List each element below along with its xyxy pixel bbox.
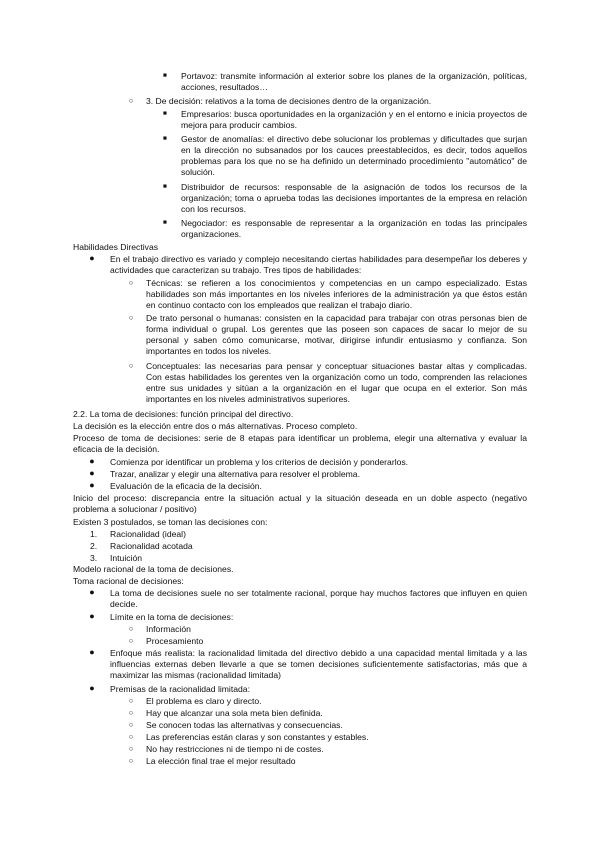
modelo-item: Premisas de la racionalidad limitada:: [110, 684, 250, 694]
circle-bullet-icon: ○: [128, 278, 134, 287]
premisa-item: No hay restricciones ni de tiempo ni de costes.: [146, 744, 324, 754]
bullet-icon: ●: [89, 587, 95, 597]
bullet-icon: ●: [89, 468, 95, 478]
section-22-title: 2.2. La toma de decisiones: función principal del directivo.: [73, 409, 294, 419]
square-bullet-icon: ■: [163, 110, 167, 117]
modelo-subitem: Procesamiento: [146, 636, 204, 646]
circle-bullet-icon: ○: [128, 361, 134, 370]
modelo-subtitle: Toma racional de decisiones:: [73, 576, 184, 586]
circle-bullet-icon: ○: [128, 732, 134, 741]
circle-bullet-icon: ○: [128, 720, 134, 729]
list-item-negociador: Negociador: es responsable de representar a la organización en todas las principales organizaciones.: [181, 218, 527, 239]
premisa-item: El problema es claro y directo.: [146, 696, 262, 706]
modelo-title: Modelo racional de la toma de decisiones.: [73, 564, 234, 574]
postulados-intro: Existen 3 postulados, se toman las decisiones con:: [73, 517, 268, 527]
process-item: Trazar, analizar y elegir una alternativa para resolver el problema.: [110, 469, 360, 479]
habilidad-conceptuales: Conceptuales: las necesarias para pensar y conceptuar situaciones bastar altas y complicadas. Con estas habilidades los gerentes ven la organización como un todo, comprenden las relaciones entre sus unidades y sitúan a la organización en el lugar que ocupa en el exterior. Son más importantes en los niveles administrativos superiores.: [146, 361, 527, 404]
list-item-gestor-anomalias: Gestor de anomalías: el directivo debe solucionar los problemas y dificultades que surjan en la dirección no subsanados por los cauces preestablecidos, es decir, todos aquellos problemas para los que no se ha definido un determinado procedimiento "automático" de solución.: [181, 134, 527, 177]
bullet-icon: ●: [89, 253, 95, 263]
postulado-item: Intuición: [110, 553, 143, 563]
section-22-definition: La decisión es la elección entre dos o más alternativas. Proceso completo.: [73, 421, 358, 431]
habilidad-trato-personal: De trato personal o humanas: consisten en la capacidad para trabajar con otras personas bien de forma individual o grupal. Los gerentes que las poseen son capaces de sacar lo mejor de su personal y saben cómo comunicarse, motivar, dirigirse infundir entusiasmo y confianza. Son importantes en todos los niveles.: [146, 313, 527, 356]
bullet-icon: ●: [89, 611, 95, 621]
circle-bullet-icon: ○: [128, 313, 134, 322]
list-item-distribuidor: Distribuidor de recursos: responsable de la asignación de todos los recursos de la organización; toma o aprueba todas las decisiones importantes de la empresa en relación con los recursos.: [181, 182, 527, 214]
circle-bullet-icon: ○: [128, 744, 134, 753]
list-number: 2.: [90, 541, 98, 551]
premisa-item: La elección final trae el mejor resultado: [146, 756, 296, 766]
habilidades-title: Habilidades Directivas: [73, 242, 159, 252]
circle-bullet-icon: ○: [128, 756, 134, 765]
process-item: Evaluación de la eficacia de la decisión.: [110, 481, 262, 491]
square-bullet-icon: ■: [163, 135, 167, 142]
circle-bullet-icon: ○: [128, 624, 134, 633]
list-number: 1.: [90, 529, 98, 539]
bullet-icon: ●: [89, 456, 95, 466]
premisa-item: Hay que alcanzar una sola meta bien definida.: [146, 708, 323, 718]
circle-bullet-icon: ○: [128, 696, 134, 705]
circle-bullet-icon: ○: [128, 708, 134, 717]
section-22-process: Proceso de toma de decisiones: serie de 8 etapas para identificar un problema, elegir una alternativa y evaluar la eficacia de la decisión.: [73, 433, 527, 454]
modelo-item: Enfoque más realista: la racionalidad limitada del directivo debido a una capacidad mental limitada y a las influencias externas deben llevarle a que se tomen decisiones suficientemente satisfactorias, más que a maximizar las mismas (racionalidad limitada): [110, 648, 527, 680]
square-bullet-icon: ■: [163, 219, 167, 226]
habilidad-tecnicas: Técnicas: se refieren a los conocimientos y competencias en un campo especializado. Estas habilidades son más importantes en los niveles inferiores de la administración ya que éstos están en continuo contacto con los empleados que realizan el trabajo diario.: [146, 278, 527, 310]
circle-bullet-icon: ○: [128, 636, 134, 645]
list-item-portavoz: Portavoz: transmite información al exterior sobre los planes de la organización, políticas, acciones, resultados…: [181, 71, 527, 92]
section-22-inicio: Inicio del proceso: discrepancia entre la situación actual y la situación deseada en un doble aspecto (negativo problema a solucionar / positivo): [73, 493, 527, 514]
bullet-icon: ●: [89, 480, 95, 490]
modelo-subitem: Información: [146, 624, 191, 634]
modelo-item: La toma de decisiones suele no ser totalmente racional, porque hay muchos factores que influyen en quien decide.: [110, 588, 527, 609]
postulado-item: Racionalidad (ideal): [110, 529, 186, 539]
modelo-item: Límite en la toma de decisiones:: [110, 612, 234, 622]
square-bullet-icon: ■: [163, 72, 167, 79]
square-bullet-icon: ■: [163, 183, 167, 190]
list-item-empresarios: Empresarios: busca oportunidades en la organización y en el entorno e inicia proyectos de mejora para producir cambios.: [181, 109, 527, 130]
list-number: 3.: [90, 553, 98, 563]
decision-heading: 3. De decisión: relativos a la toma de decisiones dentro de la organización.: [146, 96, 432, 106]
premisa-item: Se conocen todas las alternativas y consecuencias.: [146, 720, 343, 730]
circle-bullet-icon: ○: [128, 96, 134, 105]
process-item: Comienza por identificar un problema y los criterios de decisión y ponderarlos.: [110, 457, 409, 467]
bullet-icon: ●: [89, 683, 95, 693]
bullet-icon: ●: [89, 647, 95, 657]
habilidades-intro: En el trabajo directivo es variado y complejo necesitando ciertas habilidades para desempeñar los deberes y actividades que caracterizan su trabajo. Tres tipos de habilidades:: [110, 254, 527, 275]
premisa-item: Las preferencias están claras y son constantes y estables.: [146, 732, 369, 742]
postulado-item: Racionalidad acotada: [110, 541, 193, 551]
